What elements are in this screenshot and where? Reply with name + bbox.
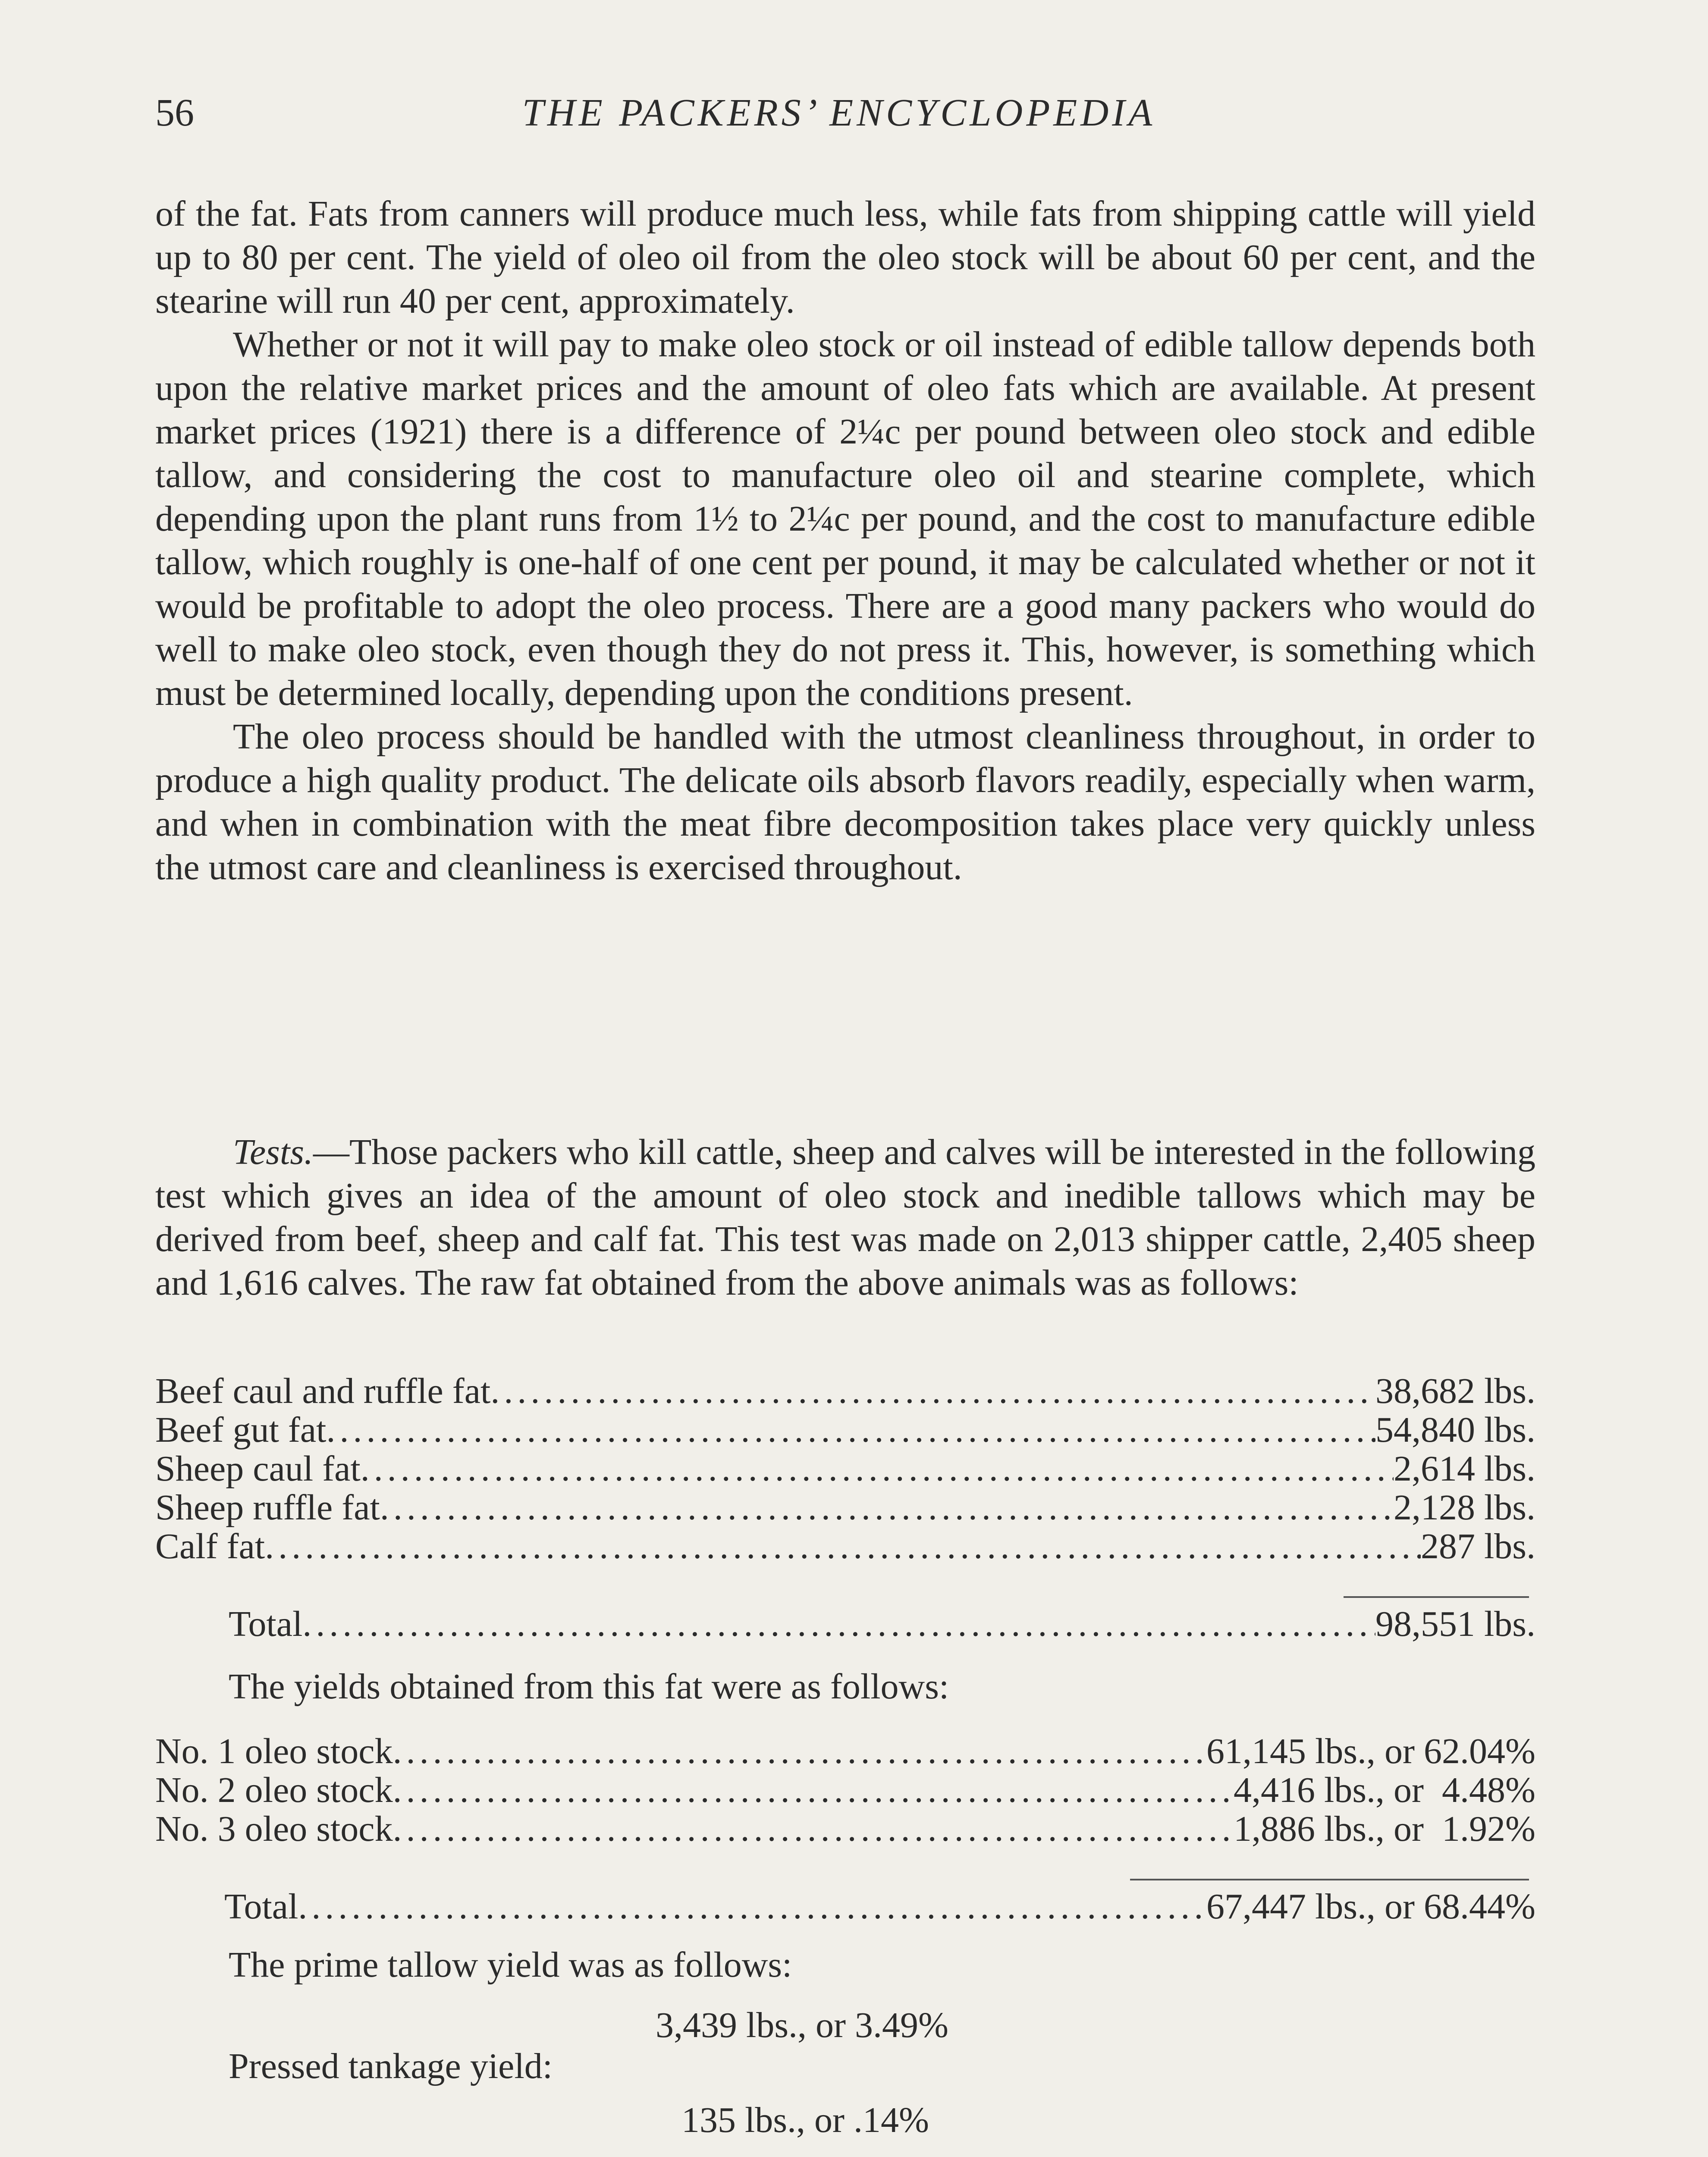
row-label: Beef gut fat bbox=[155, 1411, 327, 1450]
raw-fat-table bbox=[155, 1372, 1535, 1566]
total-value: 98,551 lbs. bbox=[1375, 1605, 1535, 1644]
total-row bbox=[229, 1605, 1535, 1644]
yields-total bbox=[224, 1887, 1535, 1926]
opening-text bbox=[155, 192, 1535, 889]
prime-tallow bbox=[229, 1943, 1609, 1987]
prime-tallow-value: 3,439 lbs., or 3.49% bbox=[656, 2005, 948, 2045]
total-label: Total bbox=[224, 1887, 298, 1926]
row-label: No. 2 oleo stock bbox=[155, 1771, 393, 1810]
table-row bbox=[155, 1810, 1535, 1849]
tankage bbox=[229, 2045, 1609, 2088]
row-label: No. 1 oleo stock bbox=[155, 1732, 393, 1771]
row-label: Sheep ruffle fat bbox=[155, 1488, 380, 1527]
paragraph-fat-yield: of the fat. Fats from canners will produce much less, while fats from shipping cattle will yield up to 80 per cent. The yield of oleo oil from the oleo stock will be about 60 per cent, and the stearine will run 40 per cent, approximately. bbox=[155, 194, 1535, 321]
tests-text: —Those packers who kill cattle, sheep and calves will be interested in the following test which gives an idea of the amount of oleo stock and inedible tallows which may be derived from beef, sheep and calf fat. This test was made on 2,013 shipper cattle, 2,405 sheep and 1,616 calves. The raw fat obtained from the above animals was as follows: bbox=[155, 1132, 1535, 1303]
yields-table bbox=[155, 1732, 1535, 1849]
table-row bbox=[155, 1372, 1535, 1411]
page-header bbox=[155, 86, 1523, 138]
tests-section bbox=[155, 1130, 1535, 1305]
table-row bbox=[155, 1732, 1535, 1771]
prime-tallow-label: The prime tallow yield was as follows: bbox=[229, 1945, 792, 1985]
total-row bbox=[224, 1887, 1535, 1926]
tankage-label: Pressed tankage yield: bbox=[229, 2046, 553, 2086]
total-label: Total bbox=[229, 1605, 303, 1644]
yields-intro: The yields obtained from this fat were as follows: bbox=[229, 1666, 949, 1707]
page-number: 56 bbox=[155, 91, 194, 134]
row-value: 1,886 lbs., or 1.92% bbox=[1234, 1810, 1535, 1849]
sum-rule bbox=[1344, 1596, 1529, 1598]
running-head: THE PACKERS’ ENCYCLOPEDIA bbox=[522, 91, 1156, 134]
table-row bbox=[155, 1450, 1535, 1488]
row-value: 38,682 lbs. bbox=[1375, 1372, 1535, 1411]
row-label: Calf fat bbox=[155, 1527, 265, 1566]
row-value: 287 lbs. bbox=[1420, 1527, 1535, 1566]
paragraph-oleo-economics: Whether or not it will pay to make oleo stock or oil instead of edible tallow depends both upon the relative market prices and the amount of oleo fats which are available. At present market prices (1921) there is a difference of 2¼c per pound between oleo stock and edible tallow, and considering the cost to manufacture oleo oil and stearine complete, which depending upon the plant runs from 1½ to 2¼c per pound, and the cost to manufacture edible tallow, which roughly is one-half of one cent per pound, it may be calculated whether or not it would be profitable to adopt the oleo process. There are a good many packers who would do well to make oleo stock, even though they do not press it. This, however, is something which must be determined locally, depending upon the conditions present. bbox=[155, 324, 1535, 713]
sum-rule bbox=[1130, 1879, 1529, 1880]
paragraph-tests bbox=[155, 1130, 1535, 1305]
row-label: Beef caul and ruffle fat bbox=[155, 1372, 491, 1411]
row-value: 2,614 lbs. bbox=[1393, 1450, 1535, 1488]
table-row bbox=[155, 1527, 1535, 1566]
total-value: 67,447 lbs., or 68.44% bbox=[1206, 1887, 1535, 1926]
row-value: 4,416 lbs., or 4.48% bbox=[1234, 1771, 1535, 1810]
yields-intro-block bbox=[229, 1665, 1609, 1708]
table-row bbox=[155, 1771, 1535, 1810]
row-label: No. 3 oleo stock bbox=[155, 1810, 393, 1849]
raw-fat-total bbox=[229, 1605, 1535, 1644]
row-label: Sheep caul fat bbox=[155, 1450, 361, 1488]
paragraph-cleanliness: The oleo process should be handled with the utmost cleanliness throughout, in order to produce a high quality product. The delicate oils absorb flavors readily, especially when warm, and when in combination with the meat fibre decomposition takes place very quickly unless the utmost care and cleanliness is exercised throughout. bbox=[155, 717, 1535, 887]
row-value: 54,840 lbs. bbox=[1375, 1411, 1535, 1450]
table-row bbox=[155, 1411, 1535, 1450]
tankage-value: 135 lbs., or .14% bbox=[681, 2100, 929, 2140]
tests-heading: Tests. bbox=[233, 1132, 314, 1172]
row-value: 2,128 lbs. bbox=[1393, 1488, 1535, 1527]
prime-tallow-value-block bbox=[656, 2004, 1173, 2047]
row-value: 61,145 lbs., or 62.04% bbox=[1206, 1732, 1535, 1771]
tankage-value-block bbox=[681, 2099, 1199, 2142]
table-row bbox=[155, 1488, 1535, 1527]
